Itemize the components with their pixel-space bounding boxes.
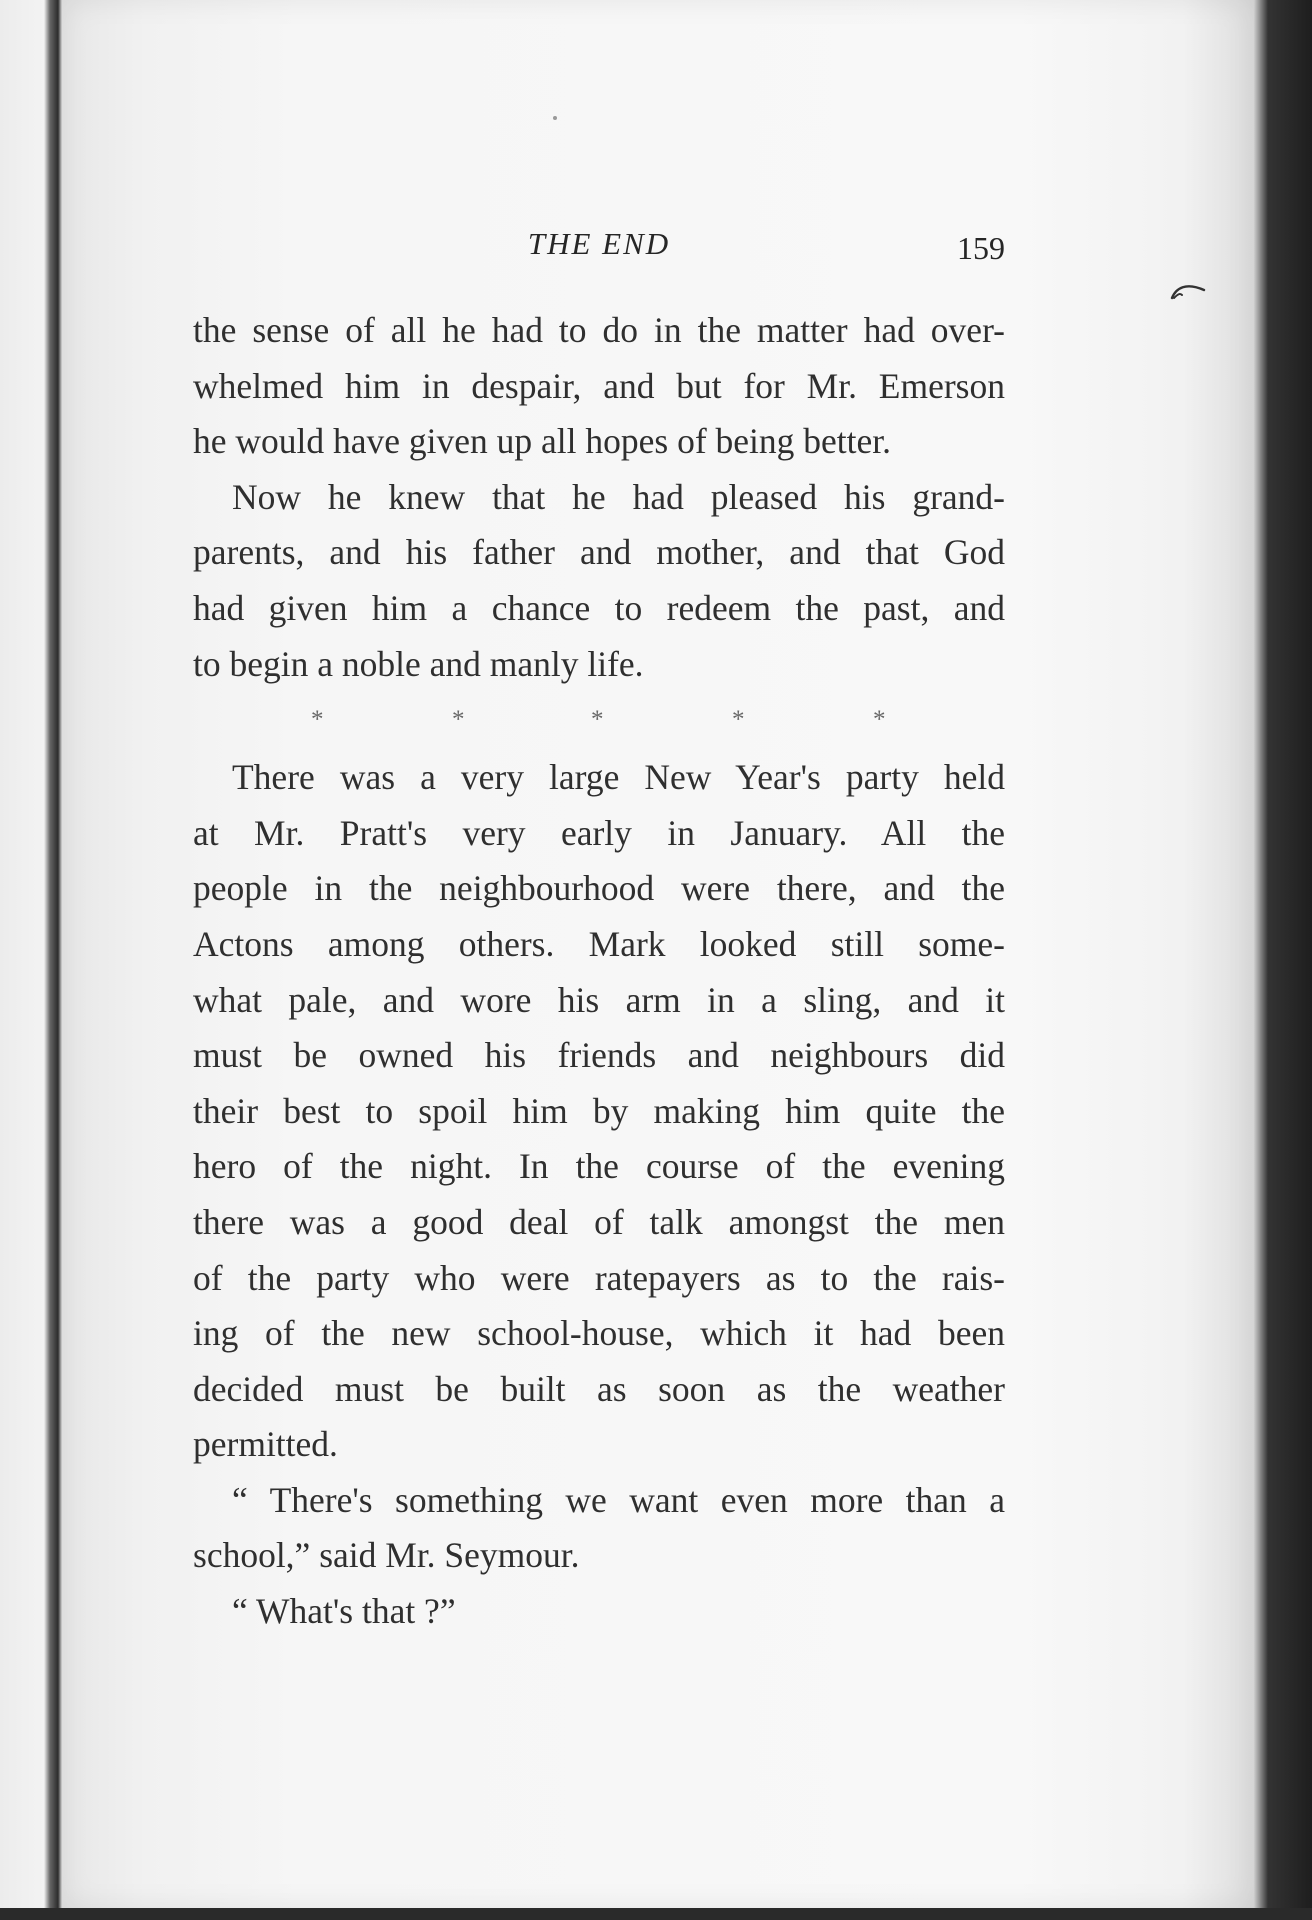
page-right-edge: [1254, 0, 1312, 1920]
text-line: the sense of all he had to do in the matter had over-: [193, 310, 1005, 350]
text-line: their best to spoil him by making him quite the: [193, 1090, 1005, 1131]
paragraph-2: [193, 470, 1005, 692]
text-line: ing of the new school-house, which it had been: [193, 1313, 1005, 1354]
text-line: There was a very large New Year's party held: [232, 757, 1005, 798]
text-line: parents, and his father and mother, and that God: [193, 532, 1005, 573]
page-number: 159: [957, 230, 1005, 266]
text-line: decided must be built as soon as the weather: [193, 1368, 1005, 1409]
text-line: must be owned his friends and neighbours did: [193, 1035, 1005, 1076]
asterism-mark: *: [732, 706, 745, 734]
text-line: Actons among others. Mark looked still some-: [193, 923, 1005, 964]
text-line: Now he knew that he had pleased his grand-: [232, 476, 1005, 517]
text-line: school,” said Mr. Seymour.: [193, 1535, 580, 1576]
text-line: there was a good deal of talk amongst the men: [193, 1201, 1005, 1242]
book-spine-edge: [0, 0, 62, 1920]
text-line: of the party who were ratepayers as to the rais-: [193, 1257, 1005, 1298]
asterism-mark: *: [452, 706, 465, 734]
asterism-mark: *: [591, 706, 604, 734]
running-header: [193, 226, 1005, 274]
scan-bottom-border: [0, 1908, 1312, 1920]
text-line: “ What's that ?”: [232, 1591, 456, 1632]
page-text: [193, 303, 1005, 1640]
text-line: people in the neighbourhood were there, and the: [193, 868, 1005, 909]
text-line: whelmed him in despair, and but for Mr. Emerson: [193, 365, 1005, 406]
text-line: to begin a noble and manly life.: [193, 643, 644, 684]
paragraph-5: [193, 1584, 1005, 1640]
paper-speck: [553, 116, 557, 120]
asterism-mark: *: [873, 706, 886, 734]
margin-pencil-mark: [1170, 280, 1208, 302]
paragraph-4: [193, 1473, 1005, 1584]
asterism-mark: *: [311, 706, 324, 734]
text-line: “ There's something we want even more than a: [232, 1479, 1005, 1520]
text-line: what pale, and wore his arm in a sling, and it: [193, 979, 1005, 1020]
text-line: had given him a chance to redeem the past, and: [193, 587, 1005, 628]
running-title: THE END: [527, 226, 671, 261]
paragraph-3: [193, 750, 1005, 1473]
text-line: he would have given up all hopes of being better.: [193, 421, 891, 462]
text-line: permitted.: [193, 1424, 338, 1465]
text-line: hero of the night. In the course of the evening: [193, 1146, 1005, 1187]
section-break: [193, 692, 1005, 750]
text-line: at Mr. Pratt's very early in January. All the: [193, 812, 1005, 853]
paragraph-1: [193, 303, 1005, 470]
